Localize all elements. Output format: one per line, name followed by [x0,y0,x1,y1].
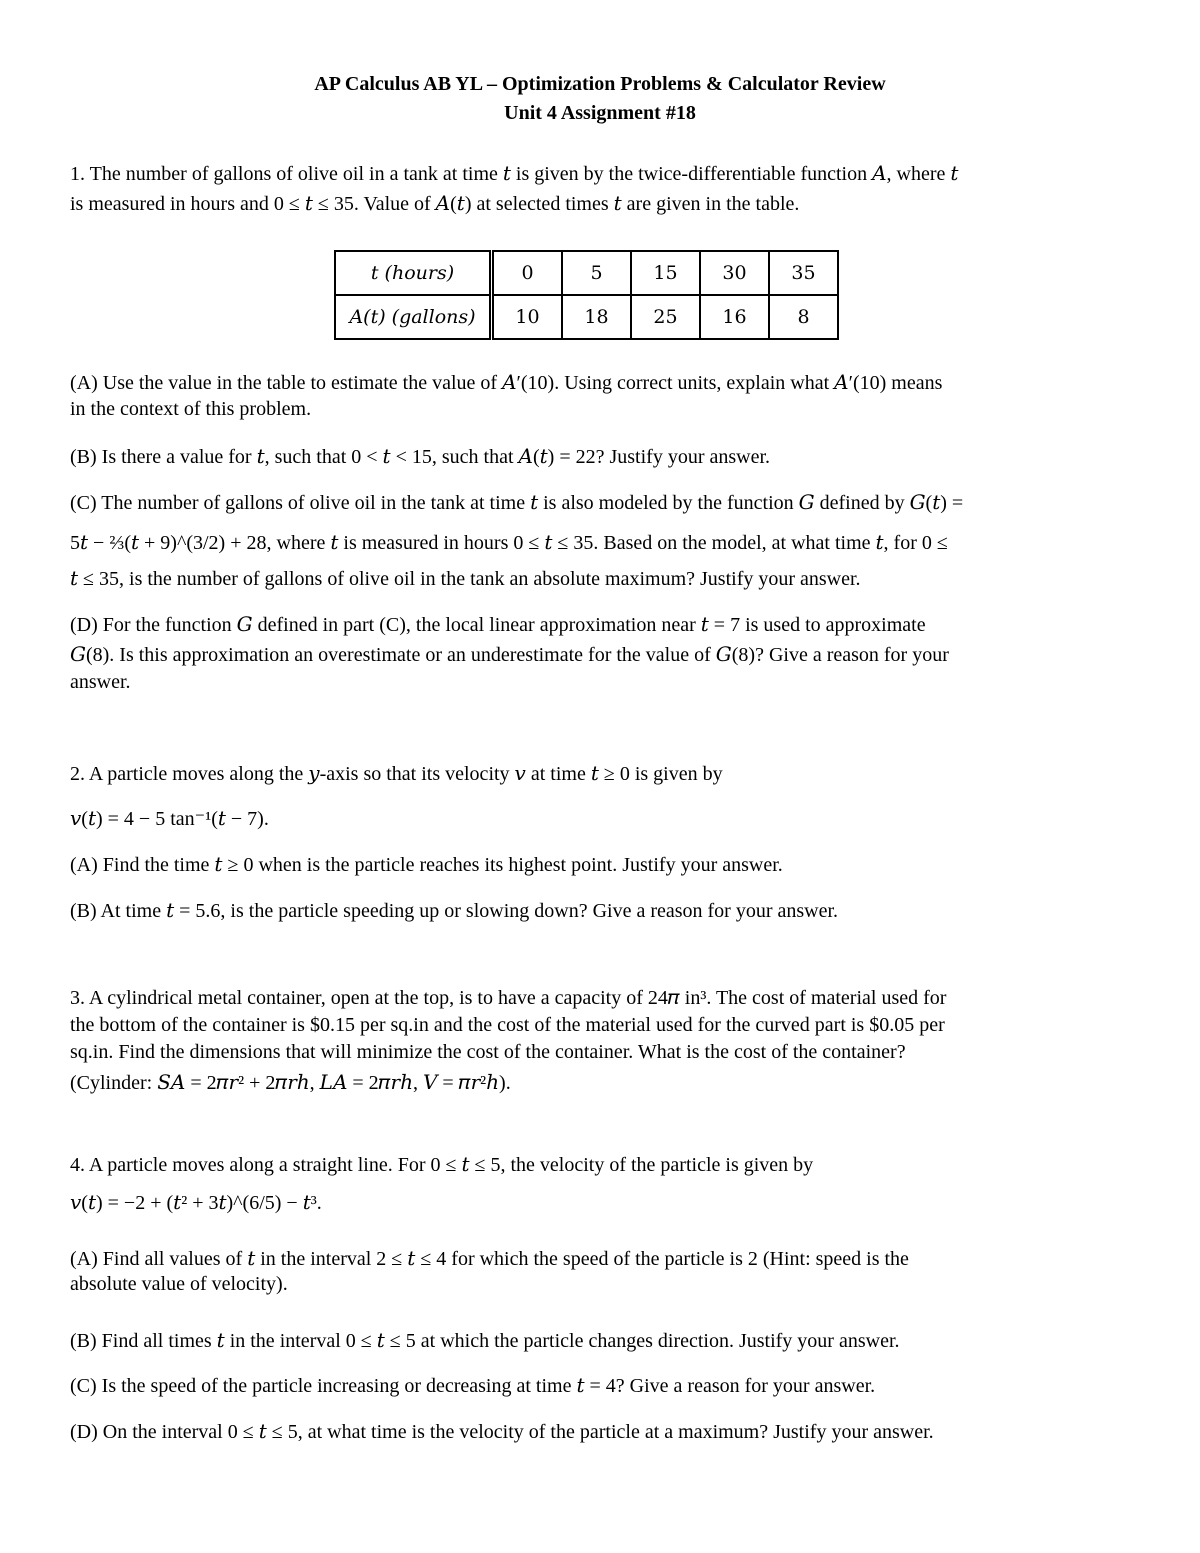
problem-4c: (C) Is the speed of the particle increasing or decreasing at time 𝑡 = 4? Give a reason for your answer. [70,1375,876,1397]
table-cell: 5 [562,251,631,295]
problem-4d: (D) On the interval 0 ≤ 𝑡 ≤ 5, at what time is the velocity of the particle at a maximum? Justify your answer. [70,1421,934,1443]
table-cell: 15 [631,251,700,295]
table-cell: 0 [492,251,563,295]
table-cell: 8 [769,295,838,339]
table-header-time: t (hours) [335,251,492,295]
problem-1d-line-3: answer. [70,671,131,693]
problem-2-velocity-formula: 𝑣(𝑡) = 4 − 5 tan⁻¹(𝑡 − 7). [70,808,269,830]
table-cell: 35 [769,251,838,295]
problem-3-line-4: (Cylinder: 𝑆𝐴 = 2𝜋𝑟² + 2𝜋𝑟ℎ, 𝐿𝐴 = 2𝜋𝑟ℎ, 𝑉 = 𝜋𝑟²ℎ). [70,1072,511,1094]
problem-4-velocity-formula: 𝑣(𝑡) = −2 + (𝑡² + 3𝑡)^(6/5) − 𝑡³. [70,1192,322,1214]
problem-2a: (A) Find the time 𝑡 ≥ 0 when is the particle reaches its highest point. Justify your answer. [70,854,783,876]
problem-4b: (B) Find all times 𝑡 in the interval 0 ≤ 𝑡 ≤ 5 at which the particle changes direction. Justify your answer. [70,1330,900,1352]
olive-oil-table [334,250,839,340]
problem-4-intro-line-1: 4. A particle moves along a straight line. For 0 ≤ 𝑡 ≤ 5, the velocity of the particle is given by [70,1154,814,1176]
problem-3-line-3: sq.in. Find the dimensions that will minimize the cost of the container. What is the cost of the container? [70,1041,906,1063]
table-cell: 30 [700,251,769,295]
problem-1d-line-1: (D) For the function 𝐺 defined in part (C), the local linear approximation near 𝑡 = 7 is used to approximate [70,614,926,636]
problem-1-intro-line-1: 1. The number of gallons of olive oil in a tank at time 𝑡 is given by the twice-differentiable function 𝐴, where 𝑡 [70,163,959,185]
problem-2b: (B) At time 𝑡 = 5.6, is the particle speeding up or slowing down? Give a reason for your answer. [70,900,839,922]
problem-1-intro-line-2: is measured in hours and 0 ≤ 𝑡 ≤ 35. Value of 𝐴(𝑡) at selected times 𝑡 are given in the table. [70,193,800,215]
problem-3-line-2: the bottom of the container is $0.15 per sq.in and the cost of the material used for the curved part is $0.05 per [70,1014,945,1036]
problem-1c-line-1: (C) The number of gallons of olive oil in the tank at time 𝑡 is also modeled by the function 𝐺 defined by 𝐺(𝑡) = [70,492,964,514]
problem-1c-line-3: 𝑡 ≤ 35, is the number of gallons of olive oil in the tank an absolute maximum? Justify your answer. [70,568,861,590]
table-row-time [335,251,838,295]
table-cell: 25 [631,295,700,339]
problem-4a-line-1: (A) Find all values of 𝑡 in the interval 2 ≤ 𝑡 ≤ 4 for which the speed of the particle is 2 (Hint: speed is the [70,1248,909,1270]
problem-1a-line-2: in the context of this problem. [70,398,312,420]
table-cell: 10 [492,295,563,339]
problem-1b: (B) Is there a value for 𝑡, such that 0 < 𝑡 < 15, such that 𝐴(𝑡) = 22? Justify your answer. [70,446,771,468]
problem-3-line-1: 3. A cylindrical metal container, open at the top, is to have a capacity of 24𝜋 in³. The cost of material used for [70,987,947,1009]
document-title: AP Calculus AB YL – Optimization Problems & Calculator Review [314,73,886,95]
problem-1a-line-1: (A) Use the value in the table to estimate the value of 𝐴′(10). Using correct units, explain what 𝐴′(10) means [70,372,943,394]
table-header-gallons: A(t) (gallons) [335,295,492,339]
problem-4a-line-2: absolute value of velocity). [70,1273,288,1295]
table-cell: 16 [700,295,769,339]
table-cell: 18 [562,295,631,339]
problem-2-intro-line-1: 2. A particle moves along the 𝑦-axis so that its velocity 𝑣 at time 𝑡 ≥ 0 is given by [70,763,723,785]
document-subtitle: Unit 4 Assignment #18 [504,102,696,124]
table-row-gallons [335,295,838,339]
problem-1c-line-2: 5𝑡 − ⅔(𝑡 + 9)^(3/2) + 28, where 𝑡 is measured in hours 0 ≤ 𝑡 ≤ 35. Based on the model, at what time 𝑡, for 0 ≤ [70,532,948,554]
problem-1d-line-2: 𝐺(8). Is this approximation an overestimate or an underestimate for the value of 𝐺(8)? Give a reason for your [70,644,949,666]
